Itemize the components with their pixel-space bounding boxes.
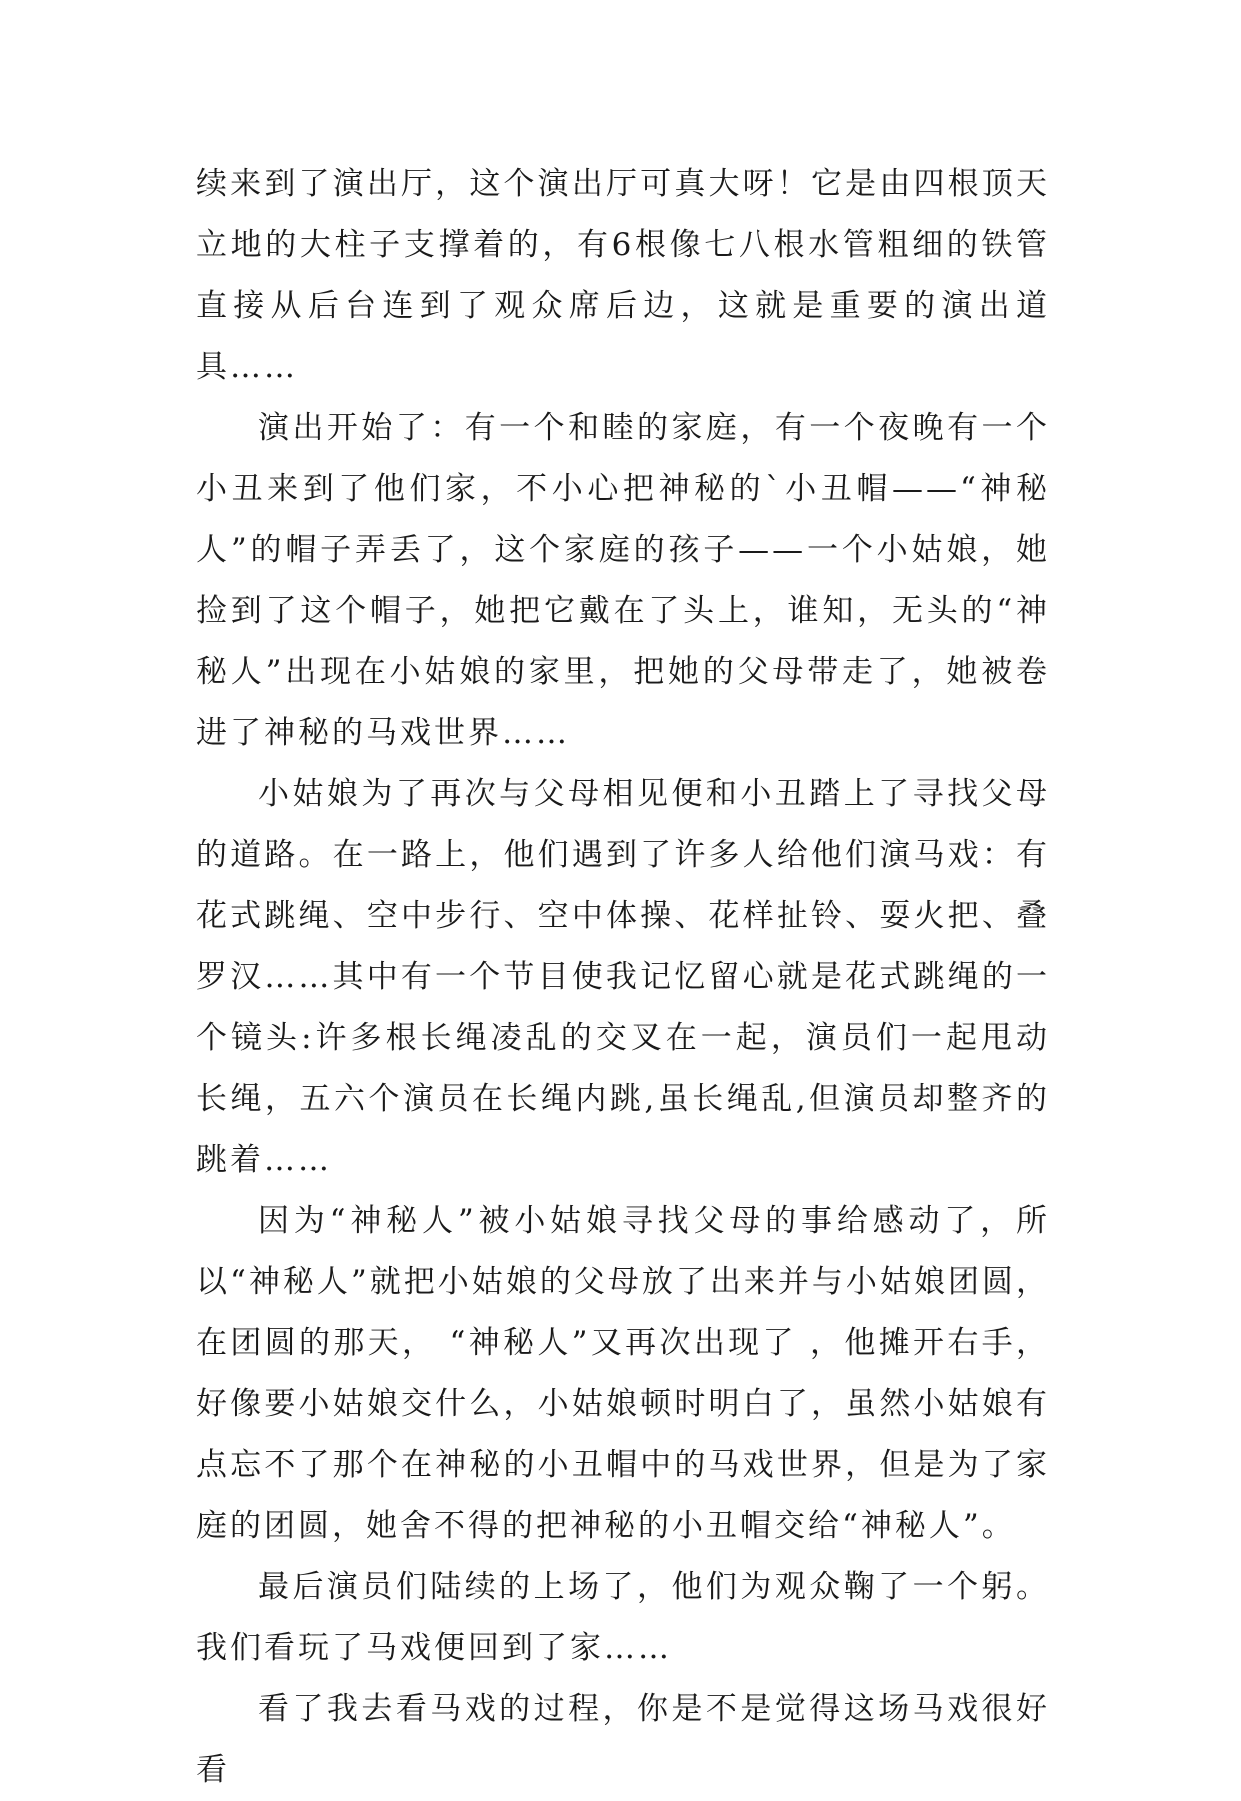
paragraph-5: 最后演员们陆续的上场了，他们为观众鞠了一个躬。我们看玩了马戏便回到了家……	[196, 1569, 1050, 1666]
document-body	[196, 154, 1050, 1801]
paragraph-6: 看了我去看马戏的过程，你是不是觉得这场马戏很好看	[196, 1691, 1050, 1788]
paragraph-2: 演出开始了：有一个和睦的家庭，有一个夜晚有一个小丑来到了他们家，不小心把神秘的`小丑帽——“神秘人”的帽子弄丢了，这个家庭的孩子——一个小姑娘，她捡到了这个帽子，她把它戴在了头上，谁知，无头的“神秘人”出现在小姑娘的家里，把她的父母带走了，她被卷进了神秘的马戏世界……	[196, 410, 1050, 751]
paragraph-4: 因为“神秘人”被小姑娘寻找父母的事给感动了，所以“神秘人”就把小姑娘的父母放了出来并与小姑娘团圆，在团圆的那天， “神秘人”又再次出现了 ，他摊开右手，好像要小姑娘交什么，小姑娘顿时明白了，虽然小姑娘有点忘不了那个在神秘的小丑帽中的马戏世界，但是为了家庭的团圆，她舍不得的把神秘的小丑帽交给“神秘人”。	[196, 1203, 1050, 1544]
paragraph-3: 小姑娘为了再次与父母相见便和小丑踏上了寻找父母的道路。在一路上，他们遇到了许多人给他们演马戏：有花式跳绳、空中步行、空中体操、花样扯铃、耍火把、叠罗汉……其中有一个节目使我记忆留心就是花式跳绳的一个镜头:许多根长绳凌乱的交叉在一起，演员们一起甩动长绳，五六个演员在长绳内跳,虽长绳乱,但演员却整齐的跳着……	[196, 776, 1050, 1178]
paragraph-1: 续来到了演出厅，这个演出厅可真大呀！它是由四根顶天立地的大柱子支撑着的，有6根像七八根水管粗细的铁管直接从后台连到了观众席后边，这就是重要的演出道具……	[196, 166, 1050, 385]
